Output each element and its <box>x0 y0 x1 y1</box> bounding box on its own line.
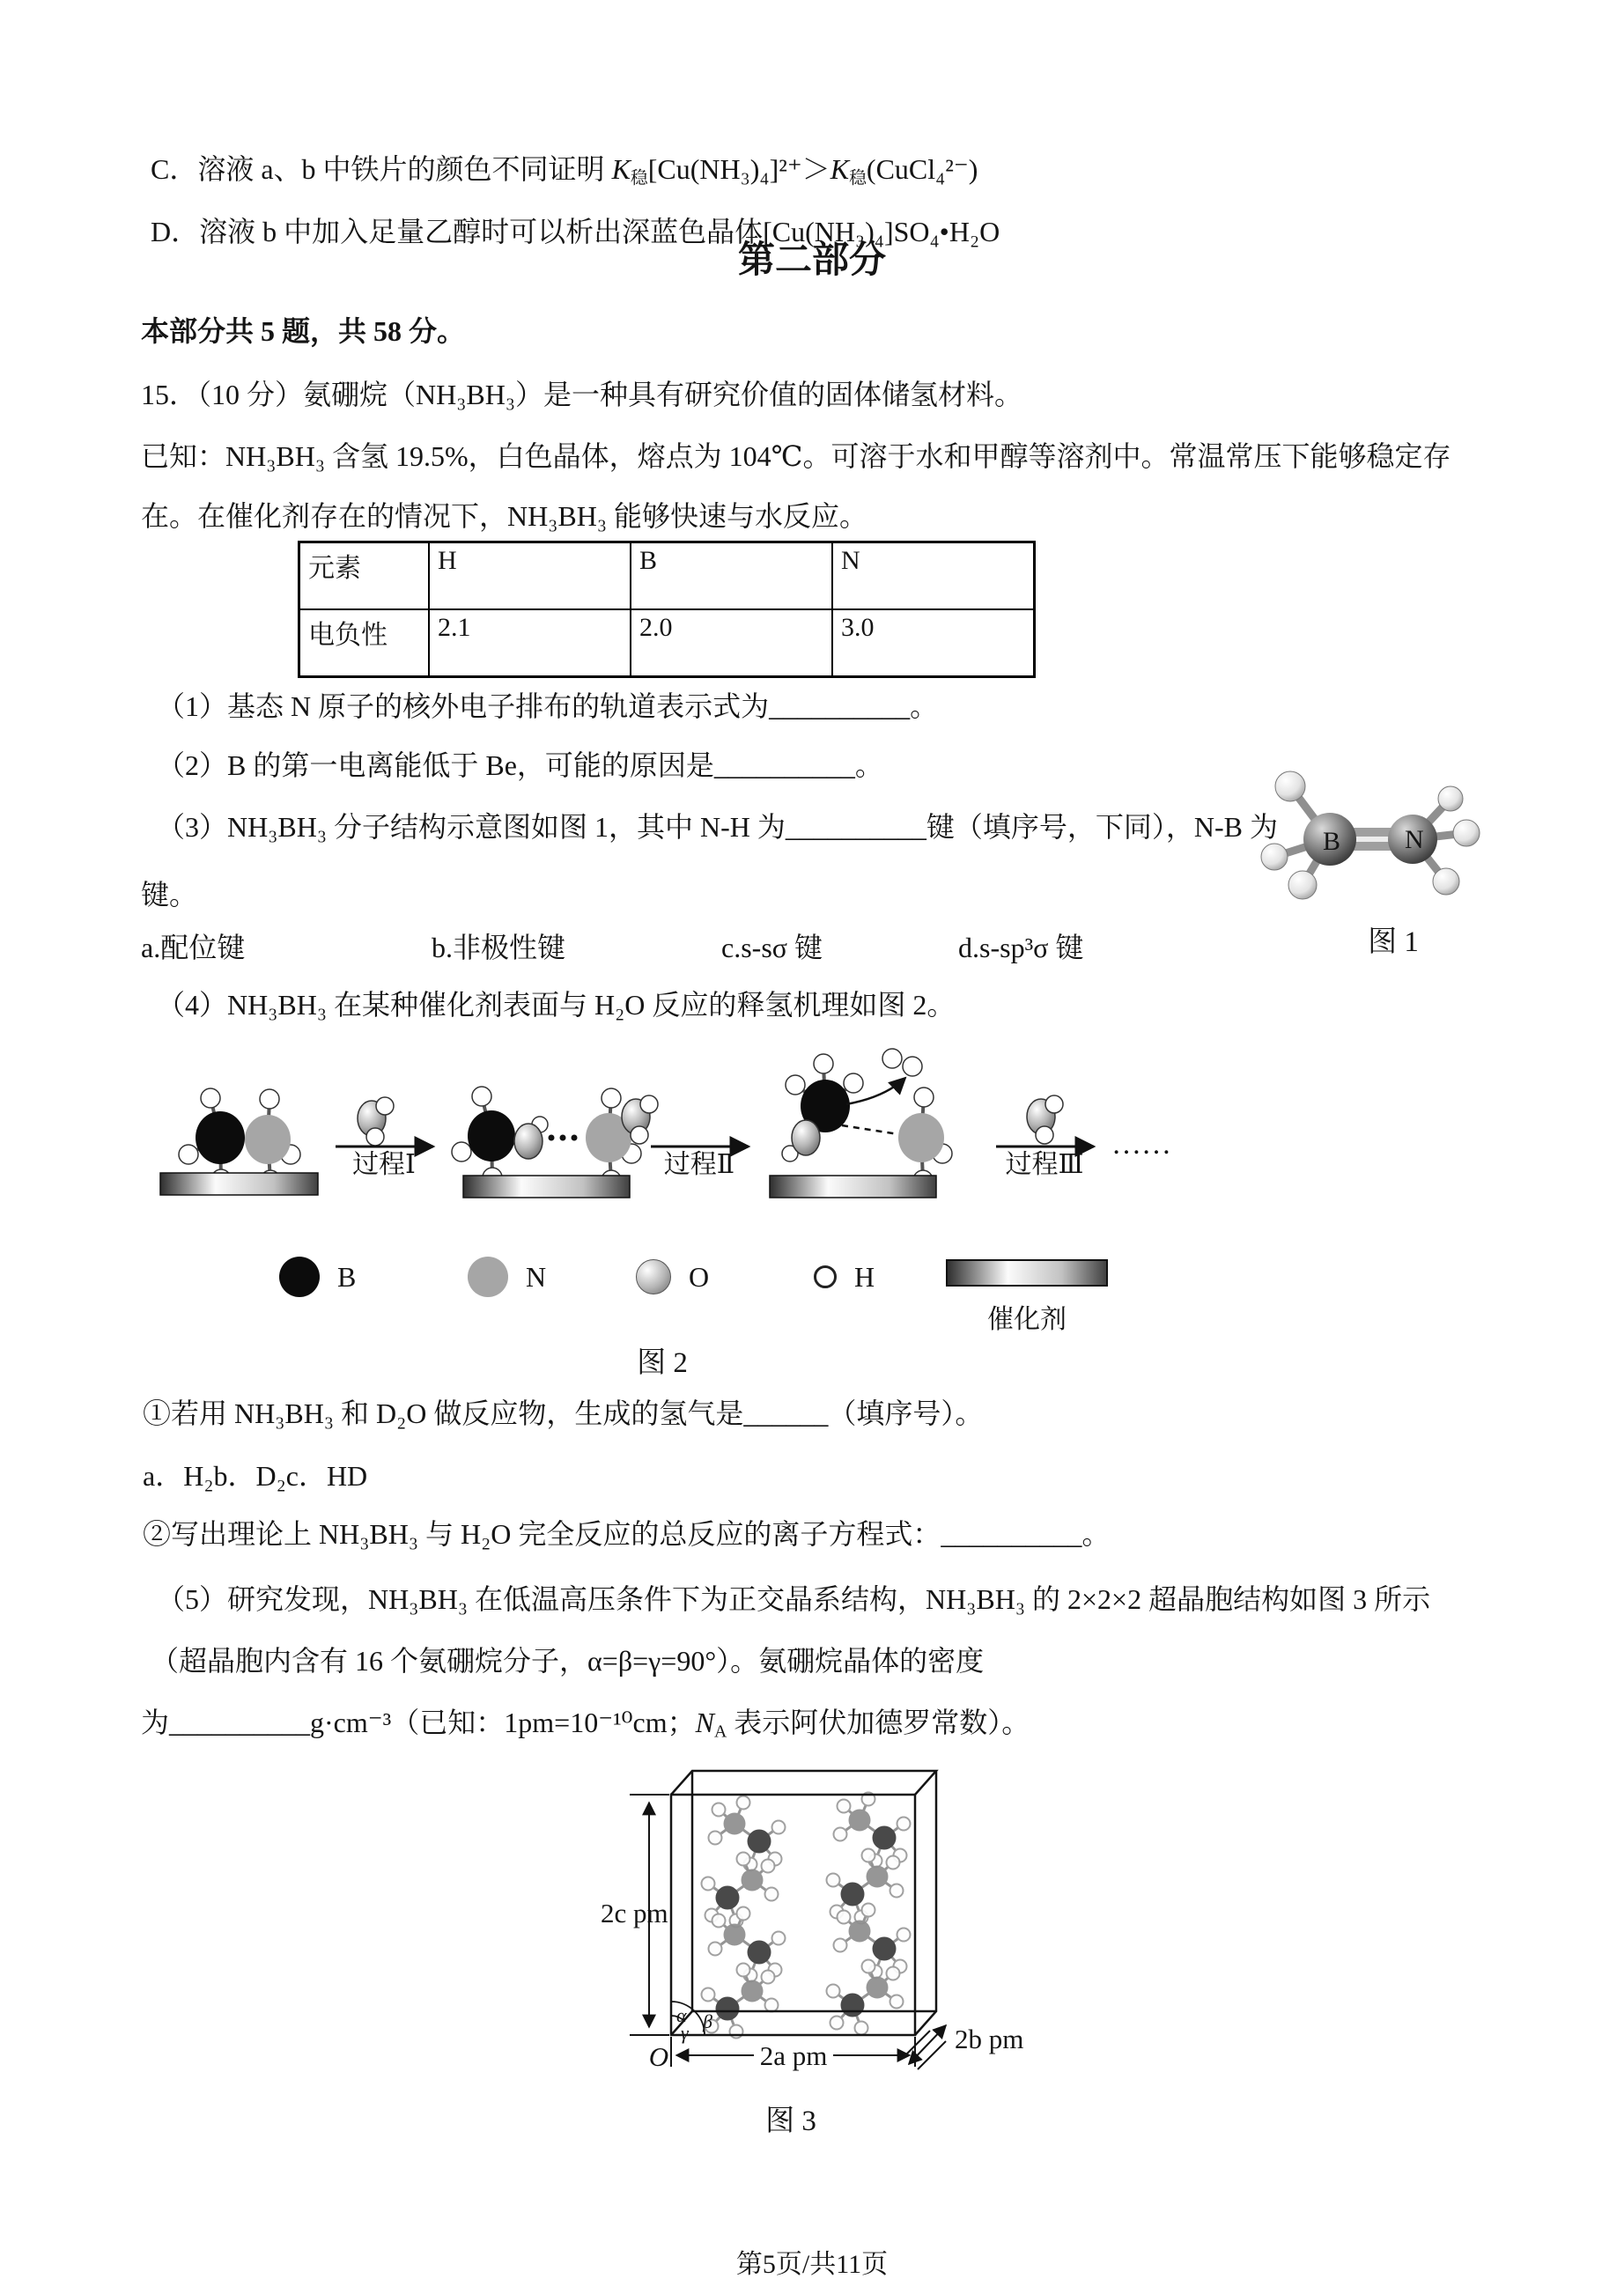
legend-item-nitrogen <box>468 1257 546 1297</box>
gamma-label: γ <box>681 2022 689 2044</box>
catalyst-bar-icon <box>946 1259 1108 1287</box>
sub-question-3: （3）NH₃BH₃ 分子结构示意图如图 1，其中 N-H 为__________键（填序号，下同），N-B 为 <box>157 811 1278 843</box>
supercell-molecules <box>702 1793 911 2039</box>
stage-2-intermediate <box>452 1087 641 1198</box>
figure-2-mechanism-diagram <box>88 1039 1242 1259</box>
legend-item-catalyst <box>946 1259 1108 1336</box>
boron-atom <box>196 1111 245 1164</box>
nitrogen-atom <box>245 1115 291 1164</box>
boron-atom <box>468 1110 515 1161</box>
catalyst-slab <box>463 1176 630 1198</box>
option-c: C．溶液 a、b 中铁片的颜色不同证明 K稳[Cu(NH₃)₄]²⁺＞K稳(CuCl₄²⁻) <box>151 153 978 188</box>
sub-question-5-line-2: （超晶胞内含有 16 个氨硼烷分子，α=β=γ=90°）。氨硼烷晶体的密度 <box>151 1645 985 1677</box>
process-3-label: 过程Ⅲ <box>1005 1150 1084 1179</box>
figure-3-caption: 图 3 <box>765 2105 816 2137</box>
table-cell: 2.1 <box>429 609 631 677</box>
table-cell: 3.0 <box>832 609 1035 677</box>
legend-label: O <box>689 1260 710 1293</box>
electronegativity-table <box>298 541 1036 678</box>
sub-question-3-continued: 键。 <box>141 879 198 911</box>
catalyst-slab <box>160 1173 318 1195</box>
h2-molecule-leaving <box>882 1049 922 1076</box>
sub-item-circle-1: ①若用 NH₃BH₃ 和 D₂O 做反应物，生成的氢气是______（填序号）。 <box>143 1397 984 1429</box>
section-title: 第二部分 <box>737 240 886 281</box>
bond-option-c: c.s-sσ 键 <box>721 932 823 963</box>
beta-label: β <box>703 2010 712 2032</box>
sub-item-circle-2: ②写出理论上 NH₃BH₃ 与 H₂O 完全反应的总反应的离子方程式：__________。 <box>143 1518 1111 1550</box>
known-info-line-2: 在。在催化剂存在的情况下，NH₃BH₃ 能够快速与水反应。 <box>141 500 867 532</box>
dim-2c-label: 2c pm <box>601 1898 668 1928</box>
h-atom-icon <box>814 1265 837 1288</box>
table-cell: H <box>429 542 631 610</box>
water-molecule <box>1027 1095 1063 1144</box>
figure-3-supercell <box>581 1757 1074 2127</box>
breaking-bond-dashed <box>842 1125 898 1134</box>
legend-item-oxygen <box>636 1257 709 1297</box>
table-row <box>299 609 1035 677</box>
bond-option-a: a.配位键 <box>141 932 246 963</box>
catalyst-slab <box>770 1176 936 1198</box>
figure-1-caption: 图 1 <box>1368 926 1419 958</box>
legend-item-boron <box>279 1257 356 1297</box>
continuation-ellipsis: …… <box>1111 1128 1171 1161</box>
section-subtitle: 本部分共 5 题，共 58 分。 <box>141 315 466 347</box>
question-15-stem: 15．（10 分）氨硼烷（NH₃BH₃）是一种具有研究价值的固体储氢材料。 <box>141 379 1022 410</box>
stage-1-adsorbed-molecule <box>160 1088 318 1195</box>
water-molecule <box>358 1097 394 1146</box>
oxygen-atom <box>514 1124 543 1159</box>
alpha-label: α <box>676 2004 687 2026</box>
n-atom-icon <box>468 1257 508 1297</box>
figure-2-caption: 图 2 <box>637 1347 688 1379</box>
table-cell: N <box>832 542 1035 610</box>
known-info-line-1: 已知：NH₃BH₃ 含氢 19.5%，白色晶体，熔点为 104℃。可溶于水和甲醇等溶剂中。常温常压下能够稳定存 <box>141 440 1451 472</box>
table-cell: 元素 <box>299 542 430 610</box>
nitrogen-atom <box>898 1113 944 1162</box>
dim-2a-label: 2a pm <box>759 2040 828 2071</box>
legend-item-hydrogen <box>814 1257 875 1297</box>
bond-option-d: d.s-sp³σ 键 <box>958 932 1084 963</box>
table-cell: B <box>631 542 832 610</box>
sub-question-2: （2）B 的第一电离能低于 Be，可能的原因是__________。 <box>157 749 883 781</box>
bond-option-b: b.非极性键 <box>432 932 566 963</box>
table-row <box>299 542 1035 610</box>
table-cell: 2.0 <box>631 609 832 677</box>
sub-question-1: （1）基态 N 原子的核外电子排布的轨道表示式为__________。 <box>157 690 939 722</box>
stage-3-hydrogen-release <box>770 1049 952 1198</box>
dim-2b-label: 2b pm <box>955 2024 1024 2054</box>
sub-item-circle-1-options: a．H₂b．D₂c．HD <box>143 1460 368 1492</box>
boron-label: B <box>1323 827 1341 856</box>
legend-label: N <box>526 1260 547 1293</box>
figure-1-molecule-model <box>1246 751 1510 910</box>
nitrogen-label: N <box>1405 825 1424 854</box>
legend-label: B <box>337 1260 357 1293</box>
oxygen-atom <box>792 1120 820 1155</box>
option-d: D．溶液 b 中加入足量乙醇时可以析出深蓝色晶体[Cu(NH₃)₄]SO₄•H₂O <box>151 216 1000 247</box>
origin-label: O <box>648 2041 669 2072</box>
legend-label: H <box>854 1260 875 1293</box>
sub-question-5-line-3: 为__________g·cm⁻³（已知：1pm=10⁻¹⁰cm；NA 表示阿伏加德罗常数）。 <box>141 1707 1030 1742</box>
hydrogen-bond-dots <box>549 1135 578 1141</box>
b-atom-icon <box>279 1257 320 1297</box>
sub-question-5-line-1: （5）研究发现，NH₃BH₃ 在低温高压条件下为正交晶系结构，NH₃BH₃ 的 2×2×2 超晶胞结构如图 3 所示 <box>157 1583 1431 1615</box>
process-2-label: 过程Ⅱ <box>663 1150 735 1179</box>
sub-question-4: （4）NH₃BH₃ 在某种催化剂表面与 H₂O 反应的释氢机理如图 2。 <box>157 989 956 1021</box>
page-number-footer: 第5页/共11页 <box>735 2250 889 2279</box>
process-1-label: 过程Ⅰ <box>352 1150 416 1179</box>
o-atom-icon <box>636 1259 671 1294</box>
legend-label: 催化剂 <box>987 1305 1067 1334</box>
table-cell: 电负性 <box>299 609 430 677</box>
